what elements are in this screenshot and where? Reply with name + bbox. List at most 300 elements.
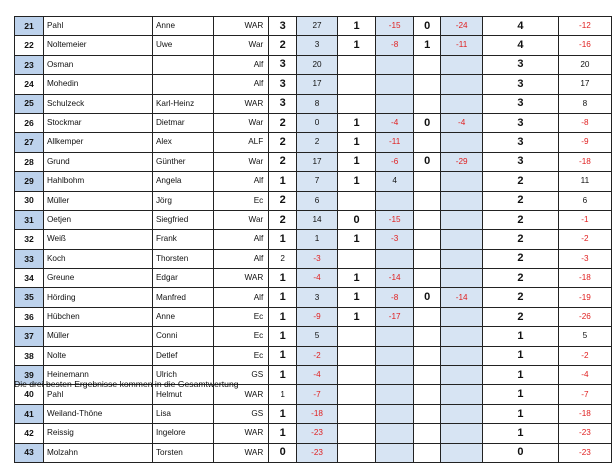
- table-row: [15, 269, 612, 288]
- round2-points-cell: [338, 385, 376, 404]
- last-name-cell: Hahlbohm: [43, 172, 152, 191]
- round2-diff-cell: -8: [375, 288, 413, 307]
- last-name-cell: Pahl: [43, 17, 152, 36]
- round1-diff-cell: 20: [297, 55, 338, 74]
- round2-diff-cell: [375, 346, 413, 365]
- round1-points-cell: 1: [269, 288, 297, 307]
- total-points-cell: 2: [483, 249, 559, 268]
- total-diff-cell: -23: [558, 443, 611, 462]
- total-diff-cell: 8: [558, 94, 611, 113]
- round3-points-cell: 0: [414, 288, 441, 307]
- round3-points-cell: [414, 55, 441, 74]
- round3-points-cell: [414, 327, 441, 346]
- first-name-cell: Manfred: [152, 288, 213, 307]
- rank-cell: 37: [15, 327, 44, 346]
- rank-cell: 36: [15, 307, 44, 326]
- rank-cell: 41: [15, 404, 44, 423]
- last-name-cell: Heinemann: [43, 366, 152, 385]
- round3-points-cell: 0: [414, 17, 441, 36]
- table-row: [15, 191, 612, 210]
- round3-diff-cell: [441, 94, 483, 113]
- round2-points-cell: [338, 424, 376, 443]
- round2-diff-cell: [375, 327, 413, 346]
- round2-diff-cell: [375, 404, 413, 423]
- rank-cell: 33: [15, 249, 44, 268]
- last-name-cell: Weiß: [43, 230, 152, 249]
- total-points-cell: 3: [483, 75, 559, 94]
- round1-points-cell: 3: [269, 94, 297, 113]
- rank-cell: 25: [15, 94, 44, 113]
- round2-diff-cell: [375, 366, 413, 385]
- total-diff-cell: -2: [558, 230, 611, 249]
- total-points-cell: 2: [483, 191, 559, 210]
- total-points-cell: 3: [483, 152, 559, 171]
- first-name-cell: Thorsten: [152, 249, 213, 268]
- round3-points-cell: [414, 133, 441, 152]
- round1-points-cell: 3: [269, 75, 297, 94]
- first-name-cell: Anne: [152, 17, 213, 36]
- table-row: [15, 210, 612, 229]
- round3-diff-cell: [441, 327, 483, 346]
- round3-points-cell: [414, 346, 441, 365]
- total-points-cell: 1: [483, 404, 559, 423]
- round3-diff-cell: [441, 443, 483, 462]
- rank-cell: 27: [15, 133, 44, 152]
- table-row: [15, 94, 612, 113]
- round3-points-cell: [414, 443, 441, 462]
- round2-diff-cell: [375, 249, 413, 268]
- first-name-cell: Detlef: [152, 346, 213, 365]
- club-cell: WAR: [213, 269, 269, 288]
- round2-diff-cell: [375, 191, 413, 210]
- round1-points-cell: 1: [269, 172, 297, 191]
- round1-points-cell: 2: [269, 152, 297, 171]
- first-name-cell: Jörg: [152, 191, 213, 210]
- table-row: [15, 424, 612, 443]
- total-diff-cell: -19: [558, 288, 611, 307]
- round3-diff-cell: -11: [441, 36, 483, 55]
- round2-diff-cell: [375, 75, 413, 94]
- round1-points-cell: 1: [269, 307, 297, 326]
- round2-diff-cell: [375, 55, 413, 74]
- round1-diff-cell: 8: [297, 94, 338, 113]
- total-points-cell: 3: [483, 94, 559, 113]
- total-diff-cell: 6: [558, 191, 611, 210]
- round2-points-cell: [338, 94, 376, 113]
- round2-points-cell: 1: [338, 152, 376, 171]
- round2-points-cell: [338, 404, 376, 423]
- total-diff-cell: 11: [558, 172, 611, 191]
- round3-diff-cell: [441, 75, 483, 94]
- round3-diff-cell: [441, 269, 483, 288]
- round1-diff-cell: -7: [297, 385, 338, 404]
- table-row: [15, 17, 612, 36]
- round1-points-cell: 1: [269, 366, 297, 385]
- round1-points-cell: 1: [269, 424, 297, 443]
- rank-cell: 30: [15, 191, 44, 210]
- total-diff-cell: -18: [558, 269, 611, 288]
- first-name-cell: Ingelore: [152, 424, 213, 443]
- round3-diff-cell: [441, 172, 483, 191]
- table-row: [15, 75, 612, 94]
- club-cell: GS: [213, 404, 269, 423]
- round2-points-cell: 1: [338, 172, 376, 191]
- total-points-cell: 2: [483, 288, 559, 307]
- total-diff-cell: -2: [558, 346, 611, 365]
- results-table-body: [15, 17, 612, 463]
- round2-diff-cell: [375, 443, 413, 462]
- round3-points-cell: [414, 172, 441, 191]
- club-cell: Ec: [213, 307, 269, 326]
- round1-diff-cell: 3: [297, 36, 338, 55]
- last-name-cell: Greune: [43, 269, 152, 288]
- round1-points-cell: 2: [269, 210, 297, 229]
- round3-diff-cell: [441, 210, 483, 229]
- round3-points-cell: [414, 230, 441, 249]
- round3-points-cell: [414, 424, 441, 443]
- round3-diff-cell: [441, 230, 483, 249]
- results-table: [14, 16, 612, 463]
- total-diff-cell: -23: [558, 424, 611, 443]
- round1-diff-cell: -2: [297, 346, 338, 365]
- club-cell: Ec: [213, 327, 269, 346]
- total-points-cell: 4: [483, 36, 559, 55]
- table-row: [15, 55, 612, 74]
- total-diff-cell: -3: [558, 249, 611, 268]
- round1-diff-cell: -4: [297, 269, 338, 288]
- rank-cell: 31: [15, 210, 44, 229]
- rank-cell: 42: [15, 424, 44, 443]
- total-diff-cell: -7: [558, 385, 611, 404]
- round1-points-cell: 1: [269, 404, 297, 423]
- round3-diff-cell: [441, 55, 483, 74]
- round2-points-cell: [338, 249, 376, 268]
- last-name-cell: Osman: [43, 55, 152, 74]
- first-name-cell: Helmut: [152, 385, 213, 404]
- total-diff-cell: -18: [558, 404, 611, 423]
- total-diff-cell: -8: [558, 113, 611, 132]
- round1-diff-cell: 2: [297, 133, 338, 152]
- table-row: [15, 230, 612, 249]
- rank-cell: 23: [15, 55, 44, 74]
- round3-diff-cell: [441, 307, 483, 326]
- round3-points-cell: [414, 210, 441, 229]
- rank-cell: 21: [15, 17, 44, 36]
- first-name-cell: [152, 75, 213, 94]
- club-cell: WAR: [213, 443, 269, 462]
- total-points-cell: 1: [483, 346, 559, 365]
- round2-diff-cell: [375, 385, 413, 404]
- round2-diff-cell: -15: [375, 210, 413, 229]
- last-name-cell: Hübchen: [43, 307, 152, 326]
- round3-diff-cell: [441, 191, 483, 210]
- first-name-cell: Siegfried: [152, 210, 213, 229]
- total-points-cell: 1: [483, 366, 559, 385]
- table-row: [15, 172, 612, 191]
- round2-points-cell: [338, 75, 376, 94]
- total-points-cell: 2: [483, 172, 559, 191]
- round2-diff-cell: -11: [375, 133, 413, 152]
- round3-points-cell: [414, 94, 441, 113]
- total-points-cell: 0: [483, 443, 559, 462]
- total-points-cell: 2: [483, 230, 559, 249]
- total-points-cell: 4: [483, 17, 559, 36]
- table-row: [15, 152, 612, 171]
- first-name-cell: Frank: [152, 230, 213, 249]
- round1-diff-cell: 6: [297, 191, 338, 210]
- total-diff-cell: -16: [558, 36, 611, 55]
- first-name-cell: Uwe: [152, 36, 213, 55]
- total-diff-cell: 20: [558, 55, 611, 74]
- round1-points-cell: 2: [269, 191, 297, 210]
- first-name-cell: Ulrich: [152, 366, 213, 385]
- round3-diff-cell: [441, 404, 483, 423]
- rank-cell: 40: [15, 385, 44, 404]
- rank-cell: 26: [15, 113, 44, 132]
- round3-points-cell: 1: [414, 36, 441, 55]
- last-name-cell: Weiland-Thöne: [43, 404, 152, 423]
- round3-diff-cell: -14: [441, 288, 483, 307]
- total-points-cell: 2: [483, 210, 559, 229]
- total-points-cell: 2: [483, 307, 559, 326]
- round3-diff-cell: -4: [441, 113, 483, 132]
- first-name-cell: [152, 55, 213, 74]
- round1-points-cell: 1: [269, 269, 297, 288]
- round2-diff-cell: -6: [375, 152, 413, 171]
- round1-diff-cell: 17: [297, 152, 338, 171]
- table-row: [15, 404, 612, 423]
- round1-diff-cell: 17: [297, 75, 338, 94]
- round3-diff-cell: -24: [441, 17, 483, 36]
- first-name-cell: Lisa: [152, 404, 213, 423]
- last-name-cell: Molzahn: [43, 443, 152, 462]
- round3-diff-cell: [441, 424, 483, 443]
- round3-points-cell: [414, 366, 441, 385]
- rank-cell: 24: [15, 75, 44, 94]
- club-cell: Alf: [213, 75, 269, 94]
- club-cell: War: [213, 36, 269, 55]
- round2-diff-cell: -17: [375, 307, 413, 326]
- round2-points-cell: [338, 443, 376, 462]
- round1-diff-cell: 5: [297, 327, 338, 346]
- club-cell: WAR: [213, 385, 269, 404]
- total-diff-cell: -9: [558, 133, 611, 152]
- total-diff-cell: -26: [558, 307, 611, 326]
- rank-cell: 35: [15, 288, 44, 307]
- last-name-cell: Müller: [43, 191, 152, 210]
- round2-points-cell: 1: [338, 113, 376, 132]
- round2-points-cell: [338, 346, 376, 365]
- rank-cell: 22: [15, 36, 44, 55]
- total-points-cell: 1: [483, 327, 559, 346]
- total-points-cell: 3: [483, 133, 559, 152]
- round1-points-cell: 2: [269, 249, 297, 268]
- first-name-cell: Angela: [152, 172, 213, 191]
- first-name-cell: Karl-Heinz: [152, 94, 213, 113]
- last-name-cell: Müller: [43, 327, 152, 346]
- round3-points-cell: [414, 191, 441, 210]
- round3-points-cell: 0: [414, 113, 441, 132]
- round3-diff-cell: [441, 366, 483, 385]
- round2-points-cell: 1: [338, 17, 376, 36]
- round1-diff-cell: 27: [297, 17, 338, 36]
- club-cell: Alf: [213, 230, 269, 249]
- last-name-cell: Koch: [43, 249, 152, 268]
- round3-points-cell: [414, 249, 441, 268]
- round3-points-cell: [414, 404, 441, 423]
- round1-diff-cell: -23: [297, 424, 338, 443]
- round3-points-cell: [414, 269, 441, 288]
- club-cell: War: [213, 152, 269, 171]
- round2-points-cell: [338, 366, 376, 385]
- club-cell: Alf: [213, 172, 269, 191]
- round1-points-cell: 1: [269, 346, 297, 365]
- round2-points-cell: [338, 55, 376, 74]
- round2-diff-cell: -15: [375, 17, 413, 36]
- table-row: [15, 327, 612, 346]
- round1-diff-cell: -9: [297, 307, 338, 326]
- last-name-cell: Mohedin: [43, 75, 152, 94]
- last-name-cell: Stockmar: [43, 113, 152, 132]
- total-points-cell: 1: [483, 385, 559, 404]
- round1-points-cell: 3: [269, 17, 297, 36]
- first-name-cell: Conni: [152, 327, 213, 346]
- club-cell: Alf: [213, 55, 269, 74]
- club-cell: WAR: [213, 94, 269, 113]
- club-cell: War: [213, 113, 269, 132]
- round1-diff-cell: -23: [297, 443, 338, 462]
- table-row: [15, 288, 612, 307]
- round1-points-cell: 0: [269, 443, 297, 462]
- round3-points-cell: [414, 385, 441, 404]
- round1-points-cell: 3: [269, 55, 297, 74]
- round1-diff-cell: 1: [297, 230, 338, 249]
- club-cell: Ec: [213, 346, 269, 365]
- round2-points-cell: 1: [338, 230, 376, 249]
- round1-diff-cell: 3: [297, 288, 338, 307]
- round3-diff-cell: [441, 385, 483, 404]
- table-row: [15, 346, 612, 365]
- first-name-cell: Anne: [152, 307, 213, 326]
- last-name-cell: Reissig: [43, 424, 152, 443]
- round3-diff-cell: [441, 133, 483, 152]
- first-name-cell: Alex: [152, 133, 213, 152]
- round2-points-cell: [338, 327, 376, 346]
- total-points-cell: 2: [483, 269, 559, 288]
- round2-diff-cell: [375, 424, 413, 443]
- first-name-cell: Torsten: [152, 443, 213, 462]
- round2-points-cell: 1: [338, 288, 376, 307]
- total-diff-cell: -12: [558, 17, 611, 36]
- table-row: [15, 113, 612, 132]
- round1-points-cell: 1: [269, 230, 297, 249]
- rank-cell: 29: [15, 172, 44, 191]
- round1-diff-cell: -3: [297, 249, 338, 268]
- round1-points-cell: 2: [269, 133, 297, 152]
- round1-diff-cell: 0: [297, 113, 338, 132]
- first-name-cell: Günther: [152, 152, 213, 171]
- round1-points-cell: 2: [269, 113, 297, 132]
- total-diff-cell: -1: [558, 210, 611, 229]
- total-diff-cell: 17: [558, 75, 611, 94]
- round3-diff-cell: [441, 346, 483, 365]
- round1-diff-cell: -18: [297, 404, 338, 423]
- club-cell: War: [213, 210, 269, 229]
- round1-points-cell: 1: [269, 327, 297, 346]
- round1-diff-cell: -4: [297, 366, 338, 385]
- round2-points-cell: 1: [338, 307, 376, 326]
- last-name-cell: Schulzeck: [43, 94, 152, 113]
- last-name-cell: Grund: [43, 152, 152, 171]
- club-cell: WAR: [213, 424, 269, 443]
- club-cell: ALF: [213, 133, 269, 152]
- total-diff-cell: -18: [558, 152, 611, 171]
- round2-points-cell: 1: [338, 133, 376, 152]
- round2-diff-cell: [375, 94, 413, 113]
- last-name-cell: Noltemeier: [43, 36, 152, 55]
- round1-diff-cell: 14: [297, 210, 338, 229]
- last-name-cell: Allkemper: [43, 133, 152, 152]
- round2-diff-cell: -3: [375, 230, 413, 249]
- rank-cell: 43: [15, 443, 44, 462]
- rank-cell: 39: [15, 366, 44, 385]
- first-name-cell: Dietmar: [152, 113, 213, 132]
- round3-points-cell: [414, 307, 441, 326]
- round1-points-cell: 2: [269, 36, 297, 55]
- club-cell: Alf: [213, 249, 269, 268]
- total-points-cell: 1: [483, 424, 559, 443]
- table-row: [15, 307, 612, 326]
- club-cell: GS: [213, 366, 269, 385]
- total-points-cell: 3: [483, 55, 559, 74]
- round3-diff-cell: [441, 249, 483, 268]
- total-diff-cell: -4: [558, 366, 611, 385]
- round1-diff-cell: 7: [297, 172, 338, 191]
- round2-points-cell: [338, 191, 376, 210]
- first-name-cell: Edgar: [152, 269, 213, 288]
- last-name-cell: Hörding: [43, 288, 152, 307]
- round3-diff-cell: -29: [441, 152, 483, 171]
- rank-cell: 28: [15, 152, 44, 171]
- last-name-cell: Oetjen: [43, 210, 152, 229]
- footnote: Die drei besten Ergebnisse kommen in die Gesamtwertung: [14, 379, 239, 389]
- club-cell: Alf: [213, 288, 269, 307]
- table-row: [15, 36, 612, 55]
- total-diff-cell: 5: [558, 327, 611, 346]
- round2-diff-cell: -4: [375, 113, 413, 132]
- rank-cell: 38: [15, 346, 44, 365]
- last-name-cell: Pahl: [43, 385, 152, 404]
- round2-diff-cell: 4: [375, 172, 413, 191]
- last-name-cell: Nolte: [43, 346, 152, 365]
- total-points-cell: 3: [483, 113, 559, 132]
- round2-points-cell: 1: [338, 36, 376, 55]
- rank-cell: 34: [15, 269, 44, 288]
- round2-diff-cell: -14: [375, 269, 413, 288]
- round2-diff-cell: -8: [375, 36, 413, 55]
- club-cell: Ec: [213, 191, 269, 210]
- rank-cell: 32: [15, 230, 44, 249]
- club-cell: WAR: [213, 17, 269, 36]
- round2-points-cell: 1: [338, 269, 376, 288]
- round1-points-cell: 1: [269, 385, 297, 404]
- round3-points-cell: [414, 75, 441, 94]
- table-row: [15, 443, 612, 462]
- round3-points-cell: 0: [414, 152, 441, 171]
- table-row: [15, 249, 612, 268]
- table-row: [15, 133, 612, 152]
- round2-points-cell: 0: [338, 210, 376, 229]
